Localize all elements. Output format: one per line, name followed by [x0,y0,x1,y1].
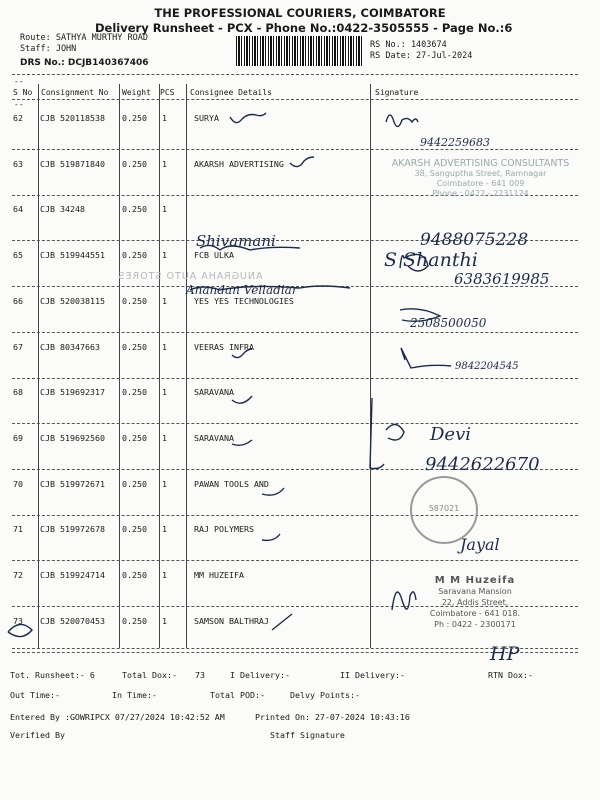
row-consignee: PAWAN TOOLS AND [194,478,269,489]
row-consignee: RAJ POLYMERS [194,524,254,535]
total-dox-value: 73 [195,670,205,680]
row-weight: 0.250 [122,478,147,489]
row-sno: 67 [13,341,23,352]
row-pcs: 1 [162,113,167,123]
route-label: Route: SATHYA MURTHY ROAD [20,33,148,43]
staff-signature: Staff Signature [270,730,345,740]
row-pcs: 1 [162,524,167,535]
row-weight: 0.250 [122,432,147,443]
row-consignment-no: CJB 34248 [40,204,85,215]
row-consignment-no: CJB 519692317 [40,387,105,398]
row-consignment-no: CJB 519692560 [40,432,105,443]
row-weight: 0.250 [122,158,147,169]
handwritten-phone-67: 9842204545 [455,361,519,372]
row-pcs: 1 [162,570,167,580]
entered-by: Entered By :GOWRIPCX 07/27/2024 10:42:52 AM [10,712,225,722]
row-sno: 65 [13,250,23,261]
company-title: THE PROFESSIONAL COURIERS, COIMBATORE [154,6,446,20]
handwritten-phone-69: 9442622670 [425,454,540,475]
handwritten-consignee-64: Shivamani [196,232,276,250]
row-weight: 0.250 [122,524,147,535]
delivery-points: Delvy Points:- [290,690,360,700]
row-sno: 64 [13,204,23,215]
drs-number: DRS No.: DCJB140367406 [20,58,149,68]
handwritten-consignee-65: Anandan Velladiar [186,283,298,297]
rtn-dox: RTN Dox:- [488,670,533,680]
row-consignee: FCB ULKA [194,250,234,261]
handwritten-sign-73: HP [490,643,520,665]
row-consignment-no: CJB 80347663 [40,341,100,352]
row-consignee: SARAVANA [194,432,234,443]
out-time: Out Time:- [10,690,60,700]
row-sno: 62 [13,113,23,123]
row-pcs: 1 [162,204,167,215]
row-weight: 0.250 [122,615,147,626]
row-sno: 63 [13,158,23,169]
row-weight: 0.250 [122,387,147,398]
row-sno: 66 [13,295,23,306]
row-pcs: 1 [162,250,167,261]
row-weight: 0.250 [122,204,147,215]
rs-number: RS No.: 1403674 [370,40,447,50]
row-sno: 68 [13,387,23,398]
row-sno: 72 [13,570,23,580]
row-weight: 0.250 [122,341,147,352]
first-delivery: I Delivery:- [230,670,290,680]
in-time: In Time:- [112,690,157,700]
row-consignee: SURYA [194,113,219,123]
printed-on: Printed On: 27-07-2024 10:43:16 [255,712,410,722]
row-consignment-no: CJB 519924714 [40,570,105,580]
huzeifa-stamp: M M Huzeifa Saravana Mansion 22, Addis Street, Coimbatore - 641 018. Ph : 0422 - 2300171 [429,575,521,629]
col-header-pcs: PCS [160,88,175,97]
row-consignee: SARAVANA [194,387,234,398]
total-runsheet: Tot. Runsheet:- 6 [10,670,95,680]
row-pcs: 1 [162,387,167,398]
total-pod: Total POD:- [210,690,265,700]
row-pcs: 1 [162,432,167,443]
row-weight: 0.250 [122,250,147,261]
runsheet-subtitle: Delivery Runsheet - PCX - Phone No.:0422-3505555 - Page No.:6 [95,21,513,35]
row-consignee: VEERAS INFRA [194,341,254,352]
handwritten-phone-65: 6383619985 [454,270,550,288]
row-pcs: 1 [162,478,167,489]
row-pcs: 1 [162,615,167,626]
row-weight: 0.250 [122,570,147,580]
handwritten-phone-62: 9442259683 [420,136,490,149]
row-weight: 0.250 [122,295,147,306]
row-consignee: YES YES TECHNOLOGIES [194,295,294,306]
mirrored-stamp: ANUGRAHA AUTO STORES [117,271,263,282]
row-consignment-no: CJB 520038115 [40,295,105,306]
total-dox-label: Total Dox:- [122,670,177,680]
row-consignee: SAMSON BALTHRAJ [194,615,269,626]
col-header-consignment: Consignment No [41,88,109,97]
row-weight: 0.250 [122,113,147,123]
handwritten-phone-66: 2508500050 [410,316,487,330]
handwritten-sign-71: Jayal [460,535,500,554]
row-consignment-no: CJB 519972671 [40,478,105,489]
row-consignee: MM HUZEIFA [194,570,244,580]
verified-by: Verified By [10,730,65,740]
row-sno: 73 [13,615,23,626]
col-header-signature: Signature [375,88,419,97]
col-header-weight: Weight [122,88,151,97]
round-seal: 587021 [410,476,478,544]
row-sno: 69 [13,432,23,443]
row-pcs: 1 [162,341,167,352]
staff-label: Staff: JOHN [20,44,77,54]
row-pcs: 1 [162,158,167,169]
row-consignment-no: CJB 520070453 [40,615,105,626]
handwritten-phone-64: 9488075228 [420,230,529,250]
row-sno: 70 [13,478,23,489]
row-pcs: 1 [162,295,167,306]
akarsh-stamp: AKARSH ADVERTISING CONSULTANTS 38, Sanguptha Street, Ramnagar Coimbatore - 641 009 Phone : 0422 - 2231124 [391,158,570,198]
row-consignment-no: CJB 520118538 [40,113,105,123]
second-delivery: II Delivery:- [340,670,405,680]
row-consignee: AKARSH ADVERTISING [194,158,284,169]
row-consignment-no: CJB 519944551 [40,250,105,261]
row-sno: 71 [13,524,23,535]
row-consignment-no: CJB 519972678 [40,524,105,535]
handwritten-name-69: Devi [430,424,472,445]
handwritten-name-64: S Shanthi [384,249,478,271]
row-consignment-no: CJB 519871840 [40,158,105,169]
divider [12,648,578,649]
col-header-sno: S No [13,88,33,97]
col-header-consignee: Consignee Details [190,88,272,97]
rs-date: RS Date: 27-Jul-2024 [370,51,473,61]
